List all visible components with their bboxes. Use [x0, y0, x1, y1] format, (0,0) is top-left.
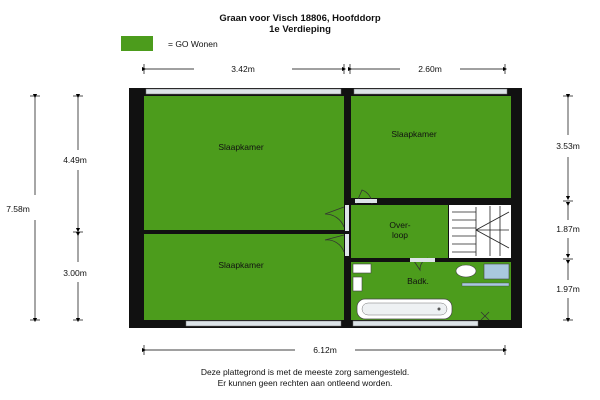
dim-top-left: 3.42m: [231, 64, 255, 74]
bedroom-bottom-fill: [144, 234, 344, 320]
dim-left-total: 7.58m: [6, 204, 30, 214]
dim-left-lower: 3.00m: [63, 268, 87, 278]
door-opening-3: [355, 199, 377, 203]
room-label-landing-2: loop: [391, 230, 409, 240]
dim-bottom-total: 6.12m: [313, 345, 337, 355]
door-opening-2: [345, 234, 349, 256]
door-opening-4: [410, 258, 435, 262]
room-label-landing-1: Over-: [389, 220, 411, 230]
staircase: [449, 205, 511, 258]
floor-label: 1e Verdieping: [269, 24, 331, 35]
room-label-bedroom-right: Slaapkamer: [391, 129, 437, 139]
dim-right-upper: 3.53m: [556, 141, 580, 151]
window-top-right: [354, 89, 507, 94]
window-bottom-right: [353, 321, 478, 326]
disclaimer-line-2: Er kunnen geen rechten aan ontleend worden.: [217, 378, 393, 388]
dim-left-upper: 4.49m: [63, 155, 87, 165]
disclaimer-line-1: Deze plattegrond is met de meeste zorg samengesteld.: [200, 367, 410, 377]
window-top-left: [146, 89, 341, 94]
bedroom-large-fill: [144, 96, 344, 230]
room-label-bedroom-bottom: Slaapkamer: [218, 260, 264, 270]
window-bottom-left: [186, 321, 341, 326]
door-opening-1: [345, 205, 349, 231]
legend-label: = GO Wonen: [168, 39, 218, 49]
dim-right-lower: 1.97m: [556, 284, 580, 294]
plan-title: Graan voor Visch 18806, Hoofddorp: [219, 13, 381, 24]
dim-right-middle: 1.87m: [556, 224, 580, 234]
dim-top-right: 2.60m: [418, 64, 442, 74]
room-label-bedroom-large: Slaapkamer: [218, 142, 264, 152]
room-label-bathroom: Badk.: [407, 276, 429, 286]
bedroom-right-fill: [351, 96, 511, 198]
